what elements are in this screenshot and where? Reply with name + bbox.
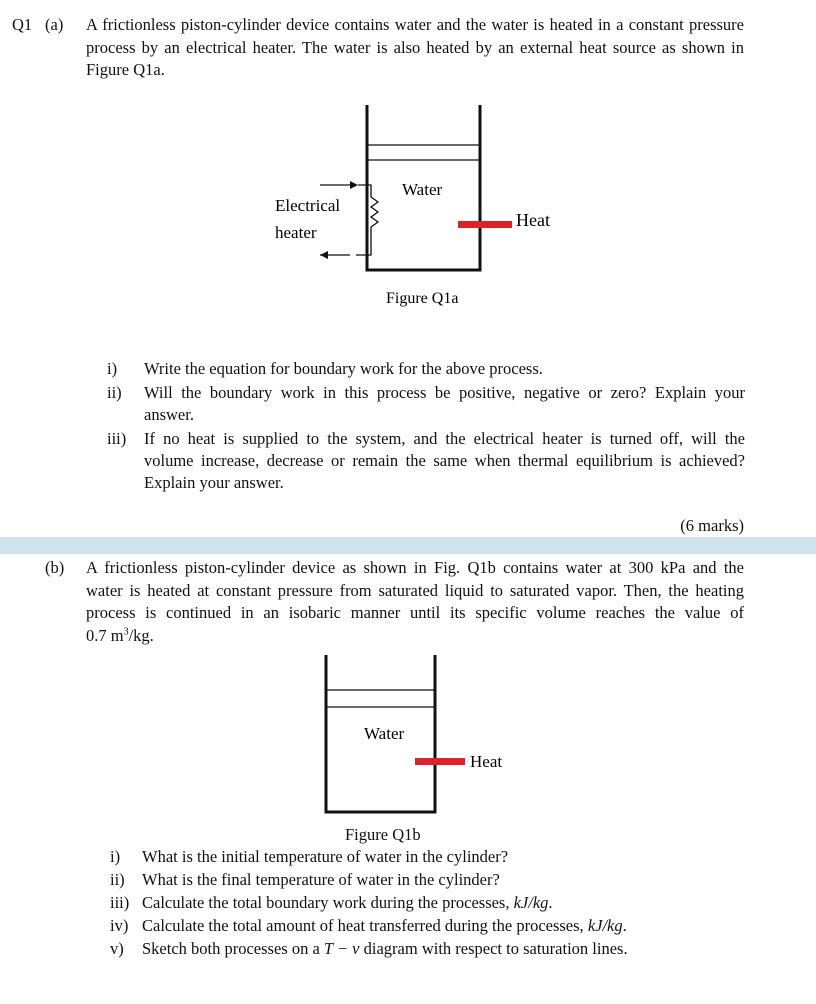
part-b-line: A frictionless piston-cylinder device as shown in Fig. Q1b contains water at 300 kPa and the	[86, 558, 744, 577]
heater-lead-bottom	[356, 227, 371, 255]
part-b-line: water is heated at constant pressure from saturated liquid to saturated vapor. Then, the heating	[86, 580, 744, 600]
item-number: iii)	[110, 893, 130, 912]
item-math: T − v	[323, 939, 360, 958]
figure-q1a-caption: Figure Q1a	[386, 290, 459, 307]
item-text: What is the initial temperature of water in the cylinder?	[142, 847, 509, 866]
electrical-heater-label-line1: Electrical	[275, 196, 341, 215]
item-text: Write the equation for boundary work for the above process.	[144, 359, 543, 378]
water-label: Water	[364, 724, 405, 743]
item-text	[142, 915, 627, 938]
part-b-paragraph	[86, 557, 744, 647]
heater-lead-top	[358, 185, 371, 197]
heat-source-bar	[415, 758, 465, 765]
item-number: v)	[110, 939, 124, 958]
heater-arrow-out	[320, 251, 328, 259]
specific-volume-exponent: 3	[123, 626, 129, 637]
item-text: If no heat is supplied to the system, and the electrical heater is turned off, will the	[144, 429, 745, 448]
heater-arrow-in	[350, 181, 358, 189]
item-text: Will the boundary work in this process be positive, negative or zero? Explain your	[144, 383, 745, 402]
item-number: ii)	[110, 870, 125, 889]
item-number: i)	[107, 359, 118, 378]
specific-volume-unit: /kg.	[128, 625, 154, 645]
part-b-line: process is continued in an isobaric manner until its specific volume reaches the value of	[86, 603, 744, 622]
part-a-label: (a)	[45, 15, 64, 34]
part-a-paragraph: A frictionless piston-cylinder device contains water and the water is heated in a constant pressure process by an electrical heater. The water is also heated by an external heat source as shown in Figure Q1a.	[86, 15, 744, 79]
heat-label: Heat	[470, 752, 503, 771]
item-text	[142, 938, 628, 961]
part-b-label: (b)	[45, 558, 65, 577]
item-unit: kJ/kg	[513, 893, 549, 912]
part-b-line	[86, 625, 744, 648]
specific-volume-value: 0.7 m	[86, 625, 124, 645]
heater-resistor-icon	[371, 197, 378, 227]
item-text: answer.	[144, 405, 194, 424]
item-text: volume increase, decrease or remain the same when thermal equilibrium is achieved?	[144, 451, 745, 470]
figure-q1b	[310, 650, 530, 850]
heat-source-bar	[458, 221, 512, 228]
question-number: Q1	[12, 15, 33, 34]
item-number: iv)	[110, 916, 129, 935]
figure-q1a	[250, 95, 590, 315]
item-number: ii)	[107, 383, 122, 402]
item-end: diagram with respect to saturation lines.	[359, 939, 628, 958]
item-number: iii)	[107, 429, 127, 448]
item-text-main: Sketch both processes on a	[142, 939, 324, 958]
item-end: .	[548, 893, 553, 912]
item-unit: kJ/kg	[587, 916, 623, 935]
figure-q1b-caption: Figure Q1b	[345, 825, 421, 844]
heat-label: Heat	[516, 210, 550, 230]
item-number: i)	[110, 847, 121, 866]
electrical-heater-label-line2: heater	[275, 223, 317, 242]
water-label: Water	[402, 180, 443, 199]
item-end: .	[622, 916, 627, 935]
item-text	[142, 892, 553, 915]
marks-label: (6 marks)	[680, 516, 744, 535]
section-divider	[0, 537, 816, 554]
item-text: What is the final temperature of water in the cylinder?	[142, 870, 500, 889]
item-text: Explain your answer.	[144, 473, 284, 492]
item-text-main: Calculate the total amount of heat transferred during the processes,	[142, 916, 588, 935]
item-text-main: Calculate the total boundary work during the processes,	[142, 893, 514, 912]
